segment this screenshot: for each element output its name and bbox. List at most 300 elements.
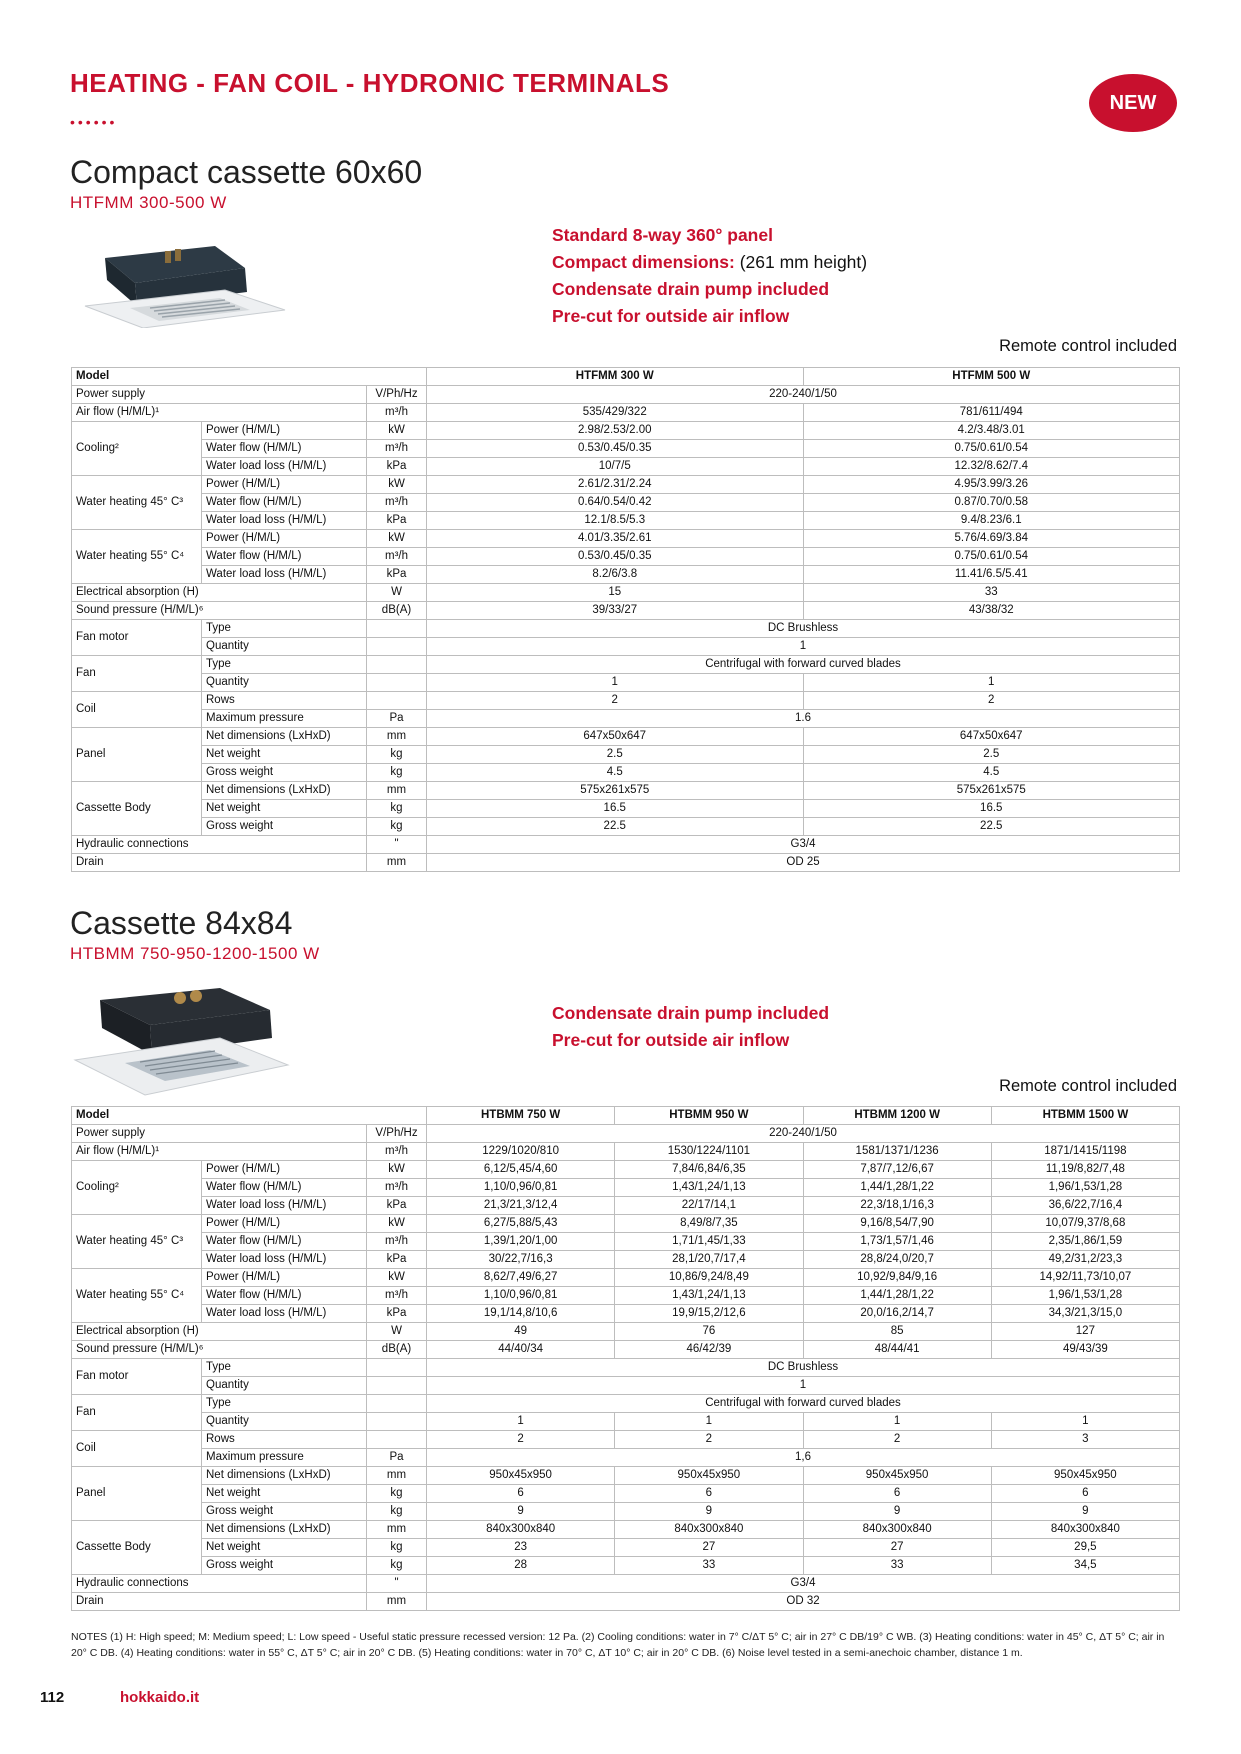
value-cell: 28,1/20,7/17,4	[615, 1251, 803, 1269]
value-cell: 30/22,7/16,3	[427, 1251, 615, 1269]
row-unit: kg	[367, 818, 427, 836]
table-row	[72, 602, 1180, 620]
table-row	[72, 656, 1180, 674]
value-cell: 85	[803, 1323, 991, 1341]
model-header-label: Model	[72, 368, 427, 386]
row-unit	[367, 692, 427, 710]
row-label: Power (H/M/L)	[202, 530, 367, 548]
row-unit: kg	[367, 1485, 427, 1503]
table-row	[72, 728, 1180, 746]
value-cell: 1530/1224/1101	[615, 1143, 803, 1161]
product-2-remote-note: Remote control included	[999, 1077, 1177, 1095]
row-label: Sound pressure (H/M/L)⁶	[72, 602, 367, 620]
value-cell: 10,07/9,37/8,68	[991, 1215, 1179, 1233]
value-cell: 4.01/3.35/2.61	[427, 530, 804, 548]
merged-value-cell: G3/4	[427, 836, 1180, 854]
table-row	[72, 440, 1180, 458]
value-cell: 1871/1415/1198	[991, 1143, 1179, 1161]
value-cell: 22,3/18,1/16,3	[803, 1197, 991, 1215]
value-cell: 950x45x950	[615, 1467, 803, 1485]
table-row	[72, 1521, 1180, 1539]
feature-line: Condensate drain pump included	[552, 1003, 830, 1023]
table-row	[72, 458, 1180, 476]
table-row	[72, 746, 1180, 764]
value-cell: 6	[615, 1485, 803, 1503]
value-cell: 10,86/9,24/8,49	[615, 1269, 803, 1287]
value-cell: 0.53/0.45/0.35	[427, 548, 804, 566]
row-label: Air flow (H/M/L)¹	[72, 1143, 367, 1161]
value-cell: 7,87/7,12/6,67	[803, 1161, 991, 1179]
model-header-label: Model	[72, 1107, 427, 1125]
row-unit	[367, 638, 427, 656]
row-unit: W	[367, 1323, 427, 1341]
value-cell: 1,71/1,45/1,33	[615, 1233, 803, 1251]
value-cell: 575x261x575	[427, 782, 804, 800]
feature-line	[552, 249, 867, 276]
row-label: Quantity	[202, 1377, 367, 1395]
value-cell: 8,62/7,49/6,27	[427, 1269, 615, 1287]
website-link[interactable]: hokkaido.it	[120, 1689, 200, 1706]
spec-table-2	[71, 1106, 1180, 1611]
row-label: Sound pressure (H/M/L)⁶	[72, 1341, 367, 1359]
value-cell: 43/38/32	[803, 602, 1180, 620]
value-cell: 28,8/24,0/20,7	[803, 1251, 991, 1269]
row-unit	[367, 1431, 427, 1449]
footnotes: NOTES (1) H: High speed; M: Medium speed; L: Low speed - Useful static pressure recessed version: 12 Pa. (2) Cooling conditions: water in 7° C/ΔT 5° C; air in 27° C DB/19° C WB. (3) Heating conditions: water in 45° C, ΔT 5° C; air in 20° C DB. (4) Heating conditions: water in 55° C, ΔT 5° C; air in 20° C DB. (5) Heating conditions: water in 70° C, ΔT 10° C; air in 20° C DB. (6) Noise level tested in a semi-anechoic chamber, distance 1 m.	[71, 1631, 1165, 1659]
table-row	[72, 1143, 1180, 1161]
row-unit: kPa	[367, 1197, 427, 1215]
row-unit: mm	[367, 782, 427, 800]
table-row	[72, 1233, 1180, 1251]
value-cell: 22/17/14,1	[615, 1197, 803, 1215]
value-cell: 21,3/21,3/12,4	[427, 1197, 615, 1215]
table-row	[72, 1341, 1180, 1359]
value-cell: 3	[991, 1431, 1179, 1449]
row-unit: mm	[367, 854, 427, 872]
row-unit: m³/h	[367, 548, 427, 566]
table-row	[72, 1197, 1180, 1215]
row-label: Power (H/M/L)	[202, 1269, 367, 1287]
value-cell: 2.5	[427, 746, 804, 764]
merged-value-cell: DC Brushless	[427, 1359, 1180, 1377]
feature-text: Compact dimensions:	[552, 252, 735, 272]
value-cell: 19,1/14,8/10,6	[427, 1305, 615, 1323]
row-label: Gross weight	[202, 1503, 367, 1521]
value-cell: 14,92/11,73/10,07	[991, 1269, 1179, 1287]
row-unit: m³/h	[367, 1143, 427, 1161]
merged-value-cell: 220-240/1/50	[427, 1125, 1180, 1143]
row-label: Water load loss (H/M/L)	[202, 1197, 367, 1215]
row-group-label: Coil	[72, 692, 202, 728]
row-unit: m³/h	[367, 1287, 427, 1305]
value-cell: 0.87/0.70/0.58	[803, 494, 1180, 512]
value-cell: 8.2/6/3.8	[427, 566, 804, 584]
row-unit: V/Ph/Hz	[367, 1125, 427, 1143]
value-cell: 647x50x647	[803, 728, 1180, 746]
row-unit: "	[367, 836, 427, 854]
value-cell: 2	[803, 692, 1180, 710]
cassette-84-image	[70, 970, 290, 1098]
value-cell: 9	[803, 1503, 991, 1521]
value-cell: 950x45x950	[991, 1467, 1179, 1485]
row-label: Water load loss (H/M/L)	[202, 458, 367, 476]
spec-table-1	[71, 367, 1180, 872]
row-group-label: Water heating 45° C³	[72, 1215, 202, 1269]
value-cell: 840x300x840	[803, 1521, 991, 1539]
value-cell: 2.98/2.53/2.00	[427, 422, 804, 440]
merged-value-cell: 1,6	[427, 1449, 1180, 1467]
table-row	[72, 1449, 1180, 1467]
value-cell: 4.5	[427, 764, 804, 782]
product-1-title: Compact cassette 60x60	[70, 154, 423, 190]
row-label: Hydraulic connections	[72, 1575, 367, 1593]
row-unit: Pa	[367, 1449, 427, 1467]
value-cell: 2.61/2.31/2.24	[427, 476, 804, 494]
row-unit: mm	[367, 728, 427, 746]
table-header-row	[72, 1107, 1180, 1125]
row-unit	[367, 1359, 427, 1377]
row-group-label: Cassette Body	[72, 1521, 202, 1575]
value-cell: 34,5	[991, 1557, 1179, 1575]
row-label: Quantity	[202, 1413, 367, 1431]
row-label: Power (H/M/L)	[202, 1161, 367, 1179]
compact-cassette-image	[75, 218, 290, 328]
value-cell: 2	[427, 692, 804, 710]
row-group-label: Cooling²	[72, 422, 202, 476]
table-row	[72, 1485, 1180, 1503]
value-cell: 1	[803, 1413, 991, 1431]
row-unit	[367, 1377, 427, 1395]
table-row	[72, 1575, 1180, 1593]
row-unit: kg	[367, 1557, 427, 1575]
row-label: Power supply	[72, 1125, 367, 1143]
value-cell: 11,19/8,82/7,48	[991, 1161, 1179, 1179]
value-cell: 36,6/22,7/16,4	[991, 1197, 1179, 1215]
row-unit: mm	[367, 1467, 427, 1485]
value-cell: 4.95/3.99/3.26	[803, 476, 1180, 494]
value-cell: 2	[427, 1431, 615, 1449]
product-1-remote-note: Remote control included	[999, 337, 1177, 355]
row-group-label: Fan motor	[72, 1359, 202, 1395]
row-unit: kPa	[367, 1251, 427, 1269]
value-cell: 840x300x840	[615, 1521, 803, 1539]
value-cell: 647x50x647	[427, 728, 804, 746]
row-label: Drain	[72, 854, 367, 872]
row-label: Type	[202, 656, 367, 674]
value-cell: 0.53/0.45/0.35	[427, 440, 804, 458]
value-cell: 22.5	[803, 818, 1180, 836]
row-unit: m³/h	[367, 494, 427, 512]
value-cell: 6,27/5,88/5,43	[427, 1215, 615, 1233]
value-cell: 0.75/0.61/0.54	[803, 440, 1180, 458]
value-cell: 27	[615, 1539, 803, 1557]
merged-value-cell: 1.6	[427, 710, 1180, 728]
value-cell: 49	[427, 1323, 615, 1341]
row-unit: kg	[367, 764, 427, 782]
row-group-label: Coil	[72, 1431, 202, 1467]
value-cell: 950x45x950	[803, 1467, 991, 1485]
row-label: Gross weight	[202, 818, 367, 836]
value-cell: 44/40/34	[427, 1341, 615, 1359]
value-cell: 6	[991, 1485, 1179, 1503]
page-header-title: HEATING - FAN COIL - HYDRONIC TERMINALS	[70, 68, 670, 98]
table-row	[72, 1359, 1180, 1377]
value-cell: 22.5	[427, 818, 804, 836]
table-row	[72, 1395, 1180, 1413]
row-group-label: Cooling²	[72, 1161, 202, 1215]
value-cell: 29,5	[991, 1539, 1179, 1557]
value-cell: 5.76/4.69/3.84	[803, 530, 1180, 548]
value-cell: 6	[803, 1485, 991, 1503]
row-unit: kg	[367, 1539, 427, 1557]
table-row	[72, 620, 1180, 638]
value-cell: 48/44/41	[803, 1341, 991, 1359]
value-cell: 1,96/1,53/1,28	[991, 1179, 1179, 1197]
row-label: Water flow (H/M/L)	[202, 494, 367, 512]
row-unit: kg	[367, 746, 427, 764]
value-cell: 49/43/39	[991, 1341, 1179, 1359]
table-row	[72, 674, 1180, 692]
value-cell: 49,2/31,2/23,3	[991, 1251, 1179, 1269]
value-cell: 575x261x575	[803, 782, 1180, 800]
row-group-label: Panel	[72, 1467, 202, 1521]
feature-note: (261 mm height)	[739, 252, 868, 272]
feature-line: Condensate drain pump included	[552, 279, 830, 299]
row-unit	[367, 1413, 427, 1431]
value-cell: 1,44/1,28/1,22	[803, 1179, 991, 1197]
row-label: Net dimensions (LxHxD)	[202, 782, 367, 800]
value-cell: 1	[991, 1413, 1179, 1431]
row-label: Rows	[202, 692, 367, 710]
row-group-label: Water heating 55° C⁴	[72, 530, 202, 584]
row-label: Net weight	[202, 1485, 367, 1503]
value-cell: 1,43/1,24/1,13	[615, 1287, 803, 1305]
row-label: Water load loss (H/M/L)	[202, 1305, 367, 1323]
value-cell: 39/33/27	[427, 602, 804, 620]
table-row	[72, 1323, 1180, 1341]
value-cell: 535/429/322	[427, 404, 804, 422]
value-cell: 9,16/8,54/7,90	[803, 1215, 991, 1233]
table-row	[72, 638, 1180, 656]
table-row	[72, 1215, 1180, 1233]
merged-value-cell: 1	[427, 1377, 1180, 1395]
new-badge: NEW	[1089, 74, 1177, 132]
row-unit: mm	[367, 1593, 427, 1611]
value-cell: 1,44/1,28/1,22	[803, 1287, 991, 1305]
value-cell: 9	[615, 1503, 803, 1521]
row-label: Gross weight	[202, 1557, 367, 1575]
row-unit: mm	[367, 1521, 427, 1539]
table-row	[72, 782, 1180, 800]
table-row	[72, 548, 1180, 566]
table-row	[72, 1557, 1180, 1575]
value-cell: 12.1/8.5/5.3	[427, 512, 804, 530]
product-2-features	[552, 1000, 829, 1054]
row-label: Hydraulic connections	[72, 836, 367, 854]
value-cell: 19,9/15,2/12,6	[615, 1305, 803, 1323]
row-unit: kW	[367, 1161, 427, 1179]
value-cell: 1,10/0,96/0,81	[427, 1287, 615, 1305]
value-cell: 1,39/1,20/1,00	[427, 1233, 615, 1251]
value-cell: 950x45x950	[427, 1467, 615, 1485]
row-unit	[367, 656, 427, 674]
value-cell: 6,12/5,45/4,60	[427, 1161, 615, 1179]
row-label: Type	[202, 1359, 367, 1377]
row-label: Water flow (H/M/L)	[202, 440, 367, 458]
table-row	[72, 710, 1180, 728]
value-cell: 11.41/6.5/5.41	[803, 566, 1180, 584]
row-label: Maximum pressure	[202, 1449, 367, 1467]
value-cell: 10,92/9,84/9,16	[803, 1269, 991, 1287]
table-row	[72, 1161, 1180, 1179]
table-row	[72, 530, 1180, 548]
table-row	[72, 494, 1180, 512]
value-cell: 76	[615, 1323, 803, 1341]
value-cell: 7,84/6,84/6,35	[615, 1161, 803, 1179]
row-label: Power (H/M/L)	[202, 1215, 367, 1233]
row-unit: kg	[367, 1503, 427, 1521]
row-label: Water flow (H/M/L)	[202, 1233, 367, 1251]
value-cell: 33	[615, 1557, 803, 1575]
table-row	[72, 1539, 1180, 1557]
row-group-label: Fan motor	[72, 620, 202, 656]
model-header-cell: HTFMM 500 W	[803, 368, 1180, 386]
model-header-cell: HTBMM 750 W	[427, 1107, 615, 1125]
table-row	[72, 764, 1180, 782]
row-label: Water flow (H/M/L)	[202, 1287, 367, 1305]
table-row	[72, 1467, 1180, 1485]
table-row	[72, 1251, 1180, 1269]
table-row	[72, 1179, 1180, 1197]
product-1-subtitle: HTFMM 300-500 W	[70, 193, 227, 212]
model-header-cell: HTBMM 950 W	[615, 1107, 803, 1125]
row-label: Type	[202, 620, 367, 638]
merged-value-cell: Centrifugal with forward curved blades	[427, 656, 1180, 674]
row-unit: kW	[367, 422, 427, 440]
row-unit: kPa	[367, 566, 427, 584]
row-unit: kW	[367, 476, 427, 494]
table-row	[72, 854, 1180, 872]
value-cell: 33	[803, 584, 1180, 602]
table-row	[72, 512, 1180, 530]
model-header-cell: HTFMM 300 W	[427, 368, 804, 386]
merged-value-cell: G3/4	[427, 1575, 1180, 1593]
table-row	[72, 1593, 1180, 1611]
table-row	[72, 404, 1180, 422]
row-unit: W	[367, 584, 427, 602]
value-cell: 0.75/0.61/0.54	[803, 548, 1180, 566]
value-cell: 1,96/1,53/1,28	[991, 1287, 1179, 1305]
product-2-title: Cassette 84x84	[70, 905, 293, 941]
row-label: Power (H/M/L)	[202, 422, 367, 440]
row-unit: m³/h	[367, 1179, 427, 1197]
value-cell: 15	[427, 584, 804, 602]
table-row	[72, 1287, 1180, 1305]
table-row	[72, 476, 1180, 494]
row-unit: m³/h	[367, 440, 427, 458]
value-cell: 28	[427, 1557, 615, 1575]
value-cell: 16.5	[803, 800, 1180, 818]
row-label: Air flow (H/M/L)¹	[72, 404, 367, 422]
value-cell: 1	[427, 674, 804, 692]
table-row	[72, 566, 1180, 584]
row-label: Maximum pressure	[202, 710, 367, 728]
feature-line: Pre-cut for outside air inflow	[552, 1030, 790, 1050]
table-row	[72, 386, 1180, 404]
row-label: Rows	[202, 1431, 367, 1449]
table-header-row	[72, 368, 1180, 386]
product-1-features	[552, 222, 867, 330]
table-row	[72, 800, 1180, 818]
row-label: Net weight	[202, 800, 367, 818]
merged-value-cell: 220-240/1/50	[427, 386, 1180, 404]
row-group-label: Cassette Body	[72, 782, 202, 836]
row-label: Water load loss (H/M/L)	[202, 566, 367, 584]
row-label: Electrical absorption (H)	[72, 1323, 367, 1341]
value-cell: 8,49/8/7,35	[615, 1215, 803, 1233]
value-cell: 33	[803, 1557, 991, 1575]
row-group-label: Fan	[72, 656, 202, 692]
row-unit	[367, 1395, 427, 1413]
value-cell: 23	[427, 1539, 615, 1557]
value-cell: 9	[991, 1503, 1179, 1521]
row-group-label: Water heating 45° C³	[72, 476, 202, 530]
value-cell: 10/7/5	[427, 458, 804, 476]
row-label: Net weight	[202, 1539, 367, 1557]
row-unit: kW	[367, 1215, 427, 1233]
value-cell: 46/42/39	[615, 1341, 803, 1359]
value-cell: 16.5	[427, 800, 804, 818]
merged-value-cell: 1	[427, 638, 1180, 656]
value-cell: 1	[615, 1413, 803, 1431]
table-row	[72, 1413, 1180, 1431]
table-row	[72, 1377, 1180, 1395]
value-cell: 127	[991, 1323, 1179, 1341]
row-label: Net weight	[202, 746, 367, 764]
table-row	[72, 422, 1180, 440]
row-label: Power (H/M/L)	[202, 476, 367, 494]
table-row	[72, 1269, 1180, 1287]
value-cell: 2.5	[803, 746, 1180, 764]
row-unit: dB(A)	[367, 1341, 427, 1359]
table-row	[72, 692, 1180, 710]
value-cell: 34,3/21,3/15,0	[991, 1305, 1179, 1323]
row-label: Quantity	[202, 638, 367, 656]
row-label: Electrical absorption (H)	[72, 584, 367, 602]
product-2-subtitle: HTBMM 750-950-1200-1500 W	[70, 944, 320, 963]
row-label: Type	[202, 1395, 367, 1413]
row-unit	[367, 620, 427, 638]
row-unit: m³/h	[367, 404, 427, 422]
value-cell: 1,73/1,57/1,46	[803, 1233, 991, 1251]
value-cell: 12.32/8.62/7.4	[803, 458, 1180, 476]
row-group-label: Panel	[72, 728, 202, 782]
row-unit: kg	[367, 800, 427, 818]
row-label: Gross weight	[202, 764, 367, 782]
merged-value-cell: OD 25	[427, 854, 1180, 872]
row-unit: kPa	[367, 458, 427, 476]
merged-value-cell: Centrifugal with forward curved blades	[427, 1395, 1180, 1413]
value-cell: 2	[615, 1431, 803, 1449]
row-label: Drain	[72, 1593, 367, 1611]
row-label: Quantity	[202, 674, 367, 692]
row-label: Net dimensions (LxHxD)	[202, 728, 367, 746]
value-cell: 9	[427, 1503, 615, 1521]
row-unit: V/Ph/Hz	[367, 386, 427, 404]
row-unit: kW	[367, 1269, 427, 1287]
row-label: Water flow (H/M/L)	[202, 548, 367, 566]
table-row	[72, 818, 1180, 836]
